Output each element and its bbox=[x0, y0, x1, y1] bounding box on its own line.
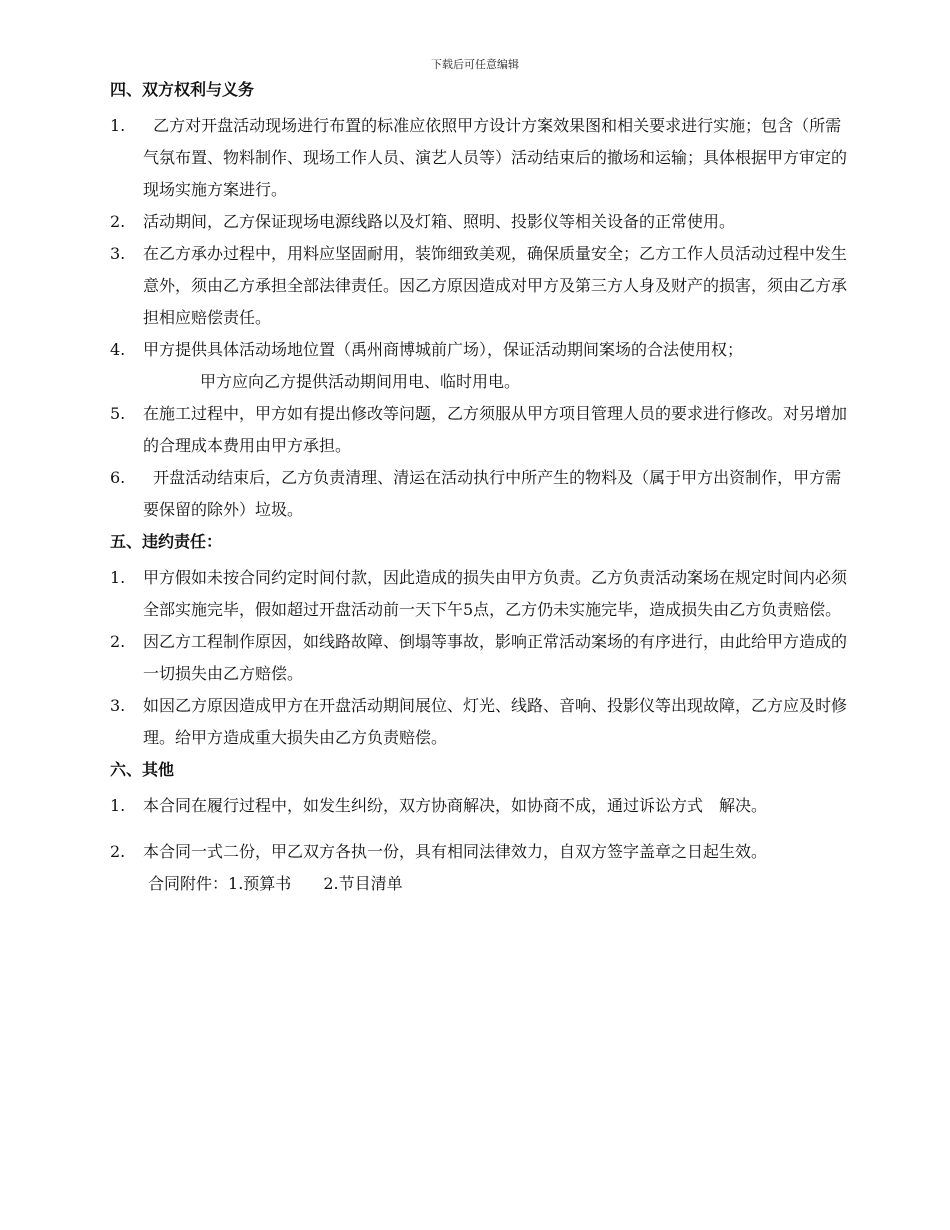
section-6-item-1 bbox=[110, 790, 850, 822]
section-4-item-3 bbox=[110, 238, 850, 334]
item-number: 2. bbox=[110, 212, 126, 231]
item-text: 活动期间，乙方保证现场电源线路以及灯箱、照明、投影仪等相关设备的正常使用。 bbox=[143, 212, 736, 231]
contract-attachments bbox=[110, 868, 850, 900]
item-text: 如因乙方原因造成甲方在开盘活动期间展位、灯光、线路、音响、投影仪等出现故障，乙方应及时修理。给甲方造成重大损失由乙方负责赔偿。 bbox=[143, 696, 848, 747]
item-number: 1. bbox=[110, 116, 126, 135]
section-4-item-1 bbox=[110, 110, 850, 206]
item-number: 3. bbox=[110, 244, 126, 263]
section-5-list bbox=[110, 562, 850, 754]
section-4-item-6 bbox=[110, 462, 850, 526]
item-number: 3. bbox=[110, 696, 126, 715]
item-number: 5. bbox=[110, 404, 126, 423]
document-content bbox=[110, 78, 850, 900]
item-text-continuation: 甲方应向乙方提供活动期间用电、临时用电。 bbox=[200, 372, 521, 391]
section-4-item-4 bbox=[110, 334, 850, 398]
section-5-item-2 bbox=[110, 626, 850, 690]
item-number: 4. bbox=[110, 340, 126, 359]
section-5-title: 五、违约责任： bbox=[110, 532, 223, 551]
attachment-spacer bbox=[291, 874, 323, 893]
item-number: 1. bbox=[110, 568, 126, 587]
item-text: 在乙方承办过程中，用料应坚固耐用，装饰细致美观，确保质量安全；乙方工作人员活动过程中发生意外，须由乙方承担全部法律责任。因乙方原因造成对甲方及第三方人身及财产的损害，须由乙方承担相应赔偿责任。 bbox=[143, 244, 848, 327]
item-text: 因乙方工程制作原因，如线路故障、倒塌等事故，影响正常活动案场的有序进行，由此给甲方造成的一切损失由乙方赔偿。 bbox=[143, 632, 848, 683]
section-6-title: 六、其他 bbox=[110, 760, 175, 779]
section-5-item-1 bbox=[110, 562, 850, 626]
item-text: 本合同在履行过程中，如发生纠纷，双方协商解决，如协商不成，通过诉讼方式 解决。 bbox=[143, 796, 768, 815]
item-number: 2. bbox=[110, 842, 126, 861]
item-number: 1. bbox=[110, 796, 126, 815]
item-number: 2. bbox=[110, 632, 126, 651]
item-text: 甲方假如未按合同约定时间付款，因此造成的损失由甲方负责。乙方负责活动案场在规定时间内必须全部实施完毕，假如超过开盘活动前一天下午5点，乙方仍未实施完毕，造成损失由乙方负责赔偿。 bbox=[143, 568, 848, 619]
item-text: 在施工过程中，甲方如有提出修改等问题，乙方须服从甲方项目管理人员的要求进行修改。对另增加的合理成本费用由甲方承担。 bbox=[143, 404, 848, 455]
section-5-item-3 bbox=[110, 690, 850, 754]
item-text: 甲方提供具体活动场地位置（禹州商博城前广场），保证活动期间案场的合法使用权； bbox=[143, 340, 744, 359]
item-text: 开盘活动结束后，乙方负责清理、清运在活动执行中所产生的物料及（属于甲方出资制作，甲方需要保留的除外）垃圾。 bbox=[143, 468, 842, 519]
section-6-item-2 bbox=[110, 836, 850, 868]
attachment-label: 合同附件： bbox=[148, 874, 229, 893]
attachment-budget: 1.预算书 bbox=[228, 874, 292, 893]
item-text: 乙方对开盘活动现场进行布置的标准应依照甲方设计方案效果图和相关要求进行实施；包含（所需气氛布置、物料制作、现场工作人员、演艺人员等）活动结束后的撤场和运输；具体根据甲方审定的现场实施方案进行。 bbox=[143, 116, 848, 199]
attachment-program-list: 2.节目清单 bbox=[323, 874, 403, 893]
section-4-list bbox=[110, 110, 850, 526]
section-4-title: 四、双方权利与义务 bbox=[110, 80, 255, 99]
item-text: 本合同一式二份，甲乙双方各执一份，具有相同法律效力，自双方签字盖章之日起生效。 bbox=[143, 842, 768, 861]
section-4-item-2 bbox=[110, 206, 850, 238]
section-6-list bbox=[110, 790, 850, 900]
header-note: 下载后可任意编辑 bbox=[431, 58, 519, 71]
item-number: 6. bbox=[110, 468, 126, 487]
section-4-item-5 bbox=[110, 398, 850, 462]
